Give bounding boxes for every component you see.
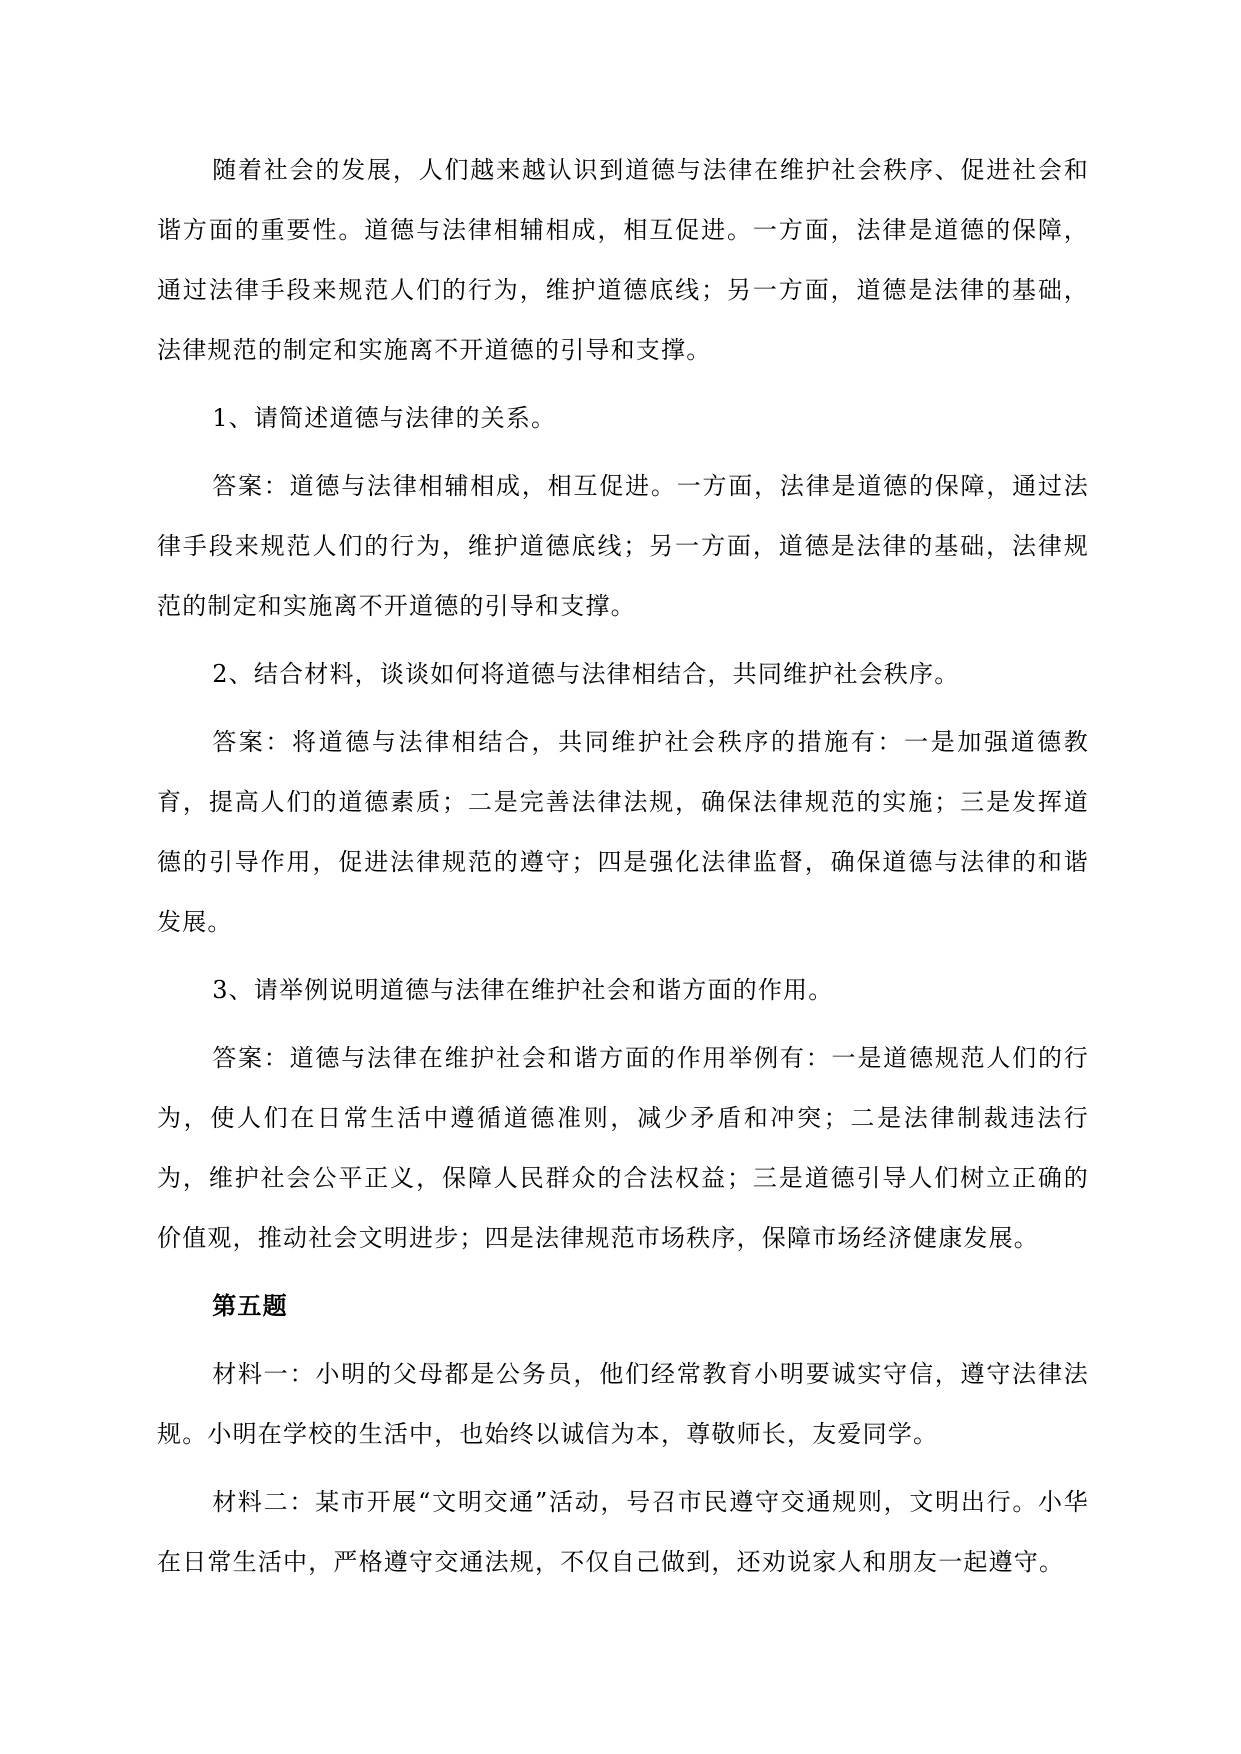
- material-1: 材料一：小明的父母都是公务员，他们经常教育小明要诚实守信，遵守法律法规。小明在学校的生活中，也始终以诚信为本，尊敬师长，友爱同学。: [157, 1360, 1089, 1448]
- intro-paragraph: 随着社会的发展，人们越来越认识到道德与法律在维护社会秩序、促进社会和谐方面的重要性。道德与法律相辅相成，相互促进。一方面，法律是道德的保障，通过法律手段来规范人们的行为，维护道德底线；另一方面，道德是法律的基础，法律规范的制定和实施离不开道德的引导和支撑。: [157, 156, 1089, 364]
- material-2: 材料二：某市开展“文明交通”活动，号召市民遵守交通规则，文明出行。小华在日常生活中，严格遵守交通法规，不仅自己做到，还劝说家人和朋友一起遵守。: [157, 1488, 1089, 1576]
- document-body: [157, 140, 1089, 1600]
- answer-3: 答案：道德与法律在维护社会和谐方面的作用举例有：一是道德规范人们的行为，使人们在日常生活中遵循道德准则，减少矛盾和冲突；二是法律制裁违法行为，维护社会公平正义，保障人民群众的合法权益；三是道德引导人们树立正确的价值观，推动社会文明进步；四是法律规范市场秩序，保障市场经济健康发展。: [157, 1044, 1089, 1252]
- question-3: 3、请举例说明道德与法律在维护社会和谐方面的作用。: [212, 976, 834, 1004]
- question-1: 1、请简述道德与法律的关系。: [212, 404, 557, 432]
- section-title: 第五题: [212, 1291, 288, 1320]
- answer-1: 答案：道德与法律相辅相成，相互促进。一方面，法律是道德的保障，通过法律手段来规范人们的行为，维护道德底线；另一方面，道德是法律的基础，法律规范的制定和实施离不开道德的引导和支撑。: [157, 472, 1089, 620]
- question-2: 2、结合材料，谈谈如何将道德与法律相结合，共同维护社会秩序。: [212, 660, 960, 688]
- answer-2: 答案：将道德与法律相结合，共同维护社会秩序的措施有：一是加强道德教育，提高人们的道德素质；二是完善法律法规，确保法律规范的实施；三是发挥道德的引导作用，促进法律规范的遵守；四是强化法律监督，确保道德与法律的和谐发展。: [157, 728, 1089, 936]
